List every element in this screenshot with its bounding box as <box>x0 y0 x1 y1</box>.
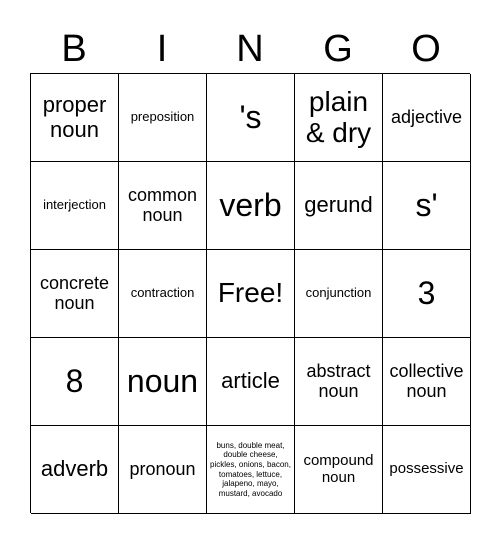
bingo-cell[interactable]: plain & dry <box>295 74 383 162</box>
bingo-cell[interactable]: s' <box>383 162 471 250</box>
bingo-cell[interactable]: proper noun <box>31 74 119 162</box>
bingo-cell[interactable]: preposition <box>119 74 207 162</box>
bingo-cell free-space[interactable]: Free! <box>207 250 295 338</box>
bingo-cell[interactable]: contraction <box>119 250 207 338</box>
bingo-cell[interactable]: adverb <box>31 426 119 514</box>
bingo-cell[interactable]: collective noun <box>383 338 471 426</box>
bingo-cell[interactable]: interjection <box>31 162 119 250</box>
bingo-cell[interactable]: article <box>207 338 295 426</box>
bingo-cell[interactable]: adjective <box>383 74 471 162</box>
header-letter-g: G <box>323 28 353 70</box>
bingo-cell[interactable]: abstract noun <box>295 338 383 426</box>
header-letter-b: B <box>61 28 87 70</box>
bingo-cell[interactable]: conjunction <box>295 250 383 338</box>
header-letter-i: I <box>156 28 168 70</box>
bingo-cell[interactable]: 8 <box>31 338 119 426</box>
bingo-cell[interactable]: 3 <box>383 250 471 338</box>
bingo-cell[interactable]: 's <box>207 74 295 162</box>
bingo-cell[interactable]: common noun <box>119 162 207 250</box>
bingo-cell[interactable]: pronoun <box>119 426 207 514</box>
bingo-cell[interactable]: verb <box>207 162 295 250</box>
header-letter-o: O <box>411 28 441 70</box>
bingo-cell[interactable]: noun <box>119 338 207 426</box>
bingo-cell[interactable]: concrete noun <box>31 250 119 338</box>
bingo-header <box>30 26 470 72</box>
bingo-cell[interactable]: compound noun <box>295 426 383 514</box>
header-letter-n: N <box>236 28 264 70</box>
bingo-board <box>30 73 470 513</box>
bingo-cell[interactable]: possessive <box>383 426 471 514</box>
bingo-cell[interactable]: buns, double meat, double cheese, pickles, onions, bacon, tomatoes, lettuce, jalapeno, mayo, mustard, avocado <box>207 426 295 514</box>
bingo-cell[interactable]: gerund <box>295 162 383 250</box>
